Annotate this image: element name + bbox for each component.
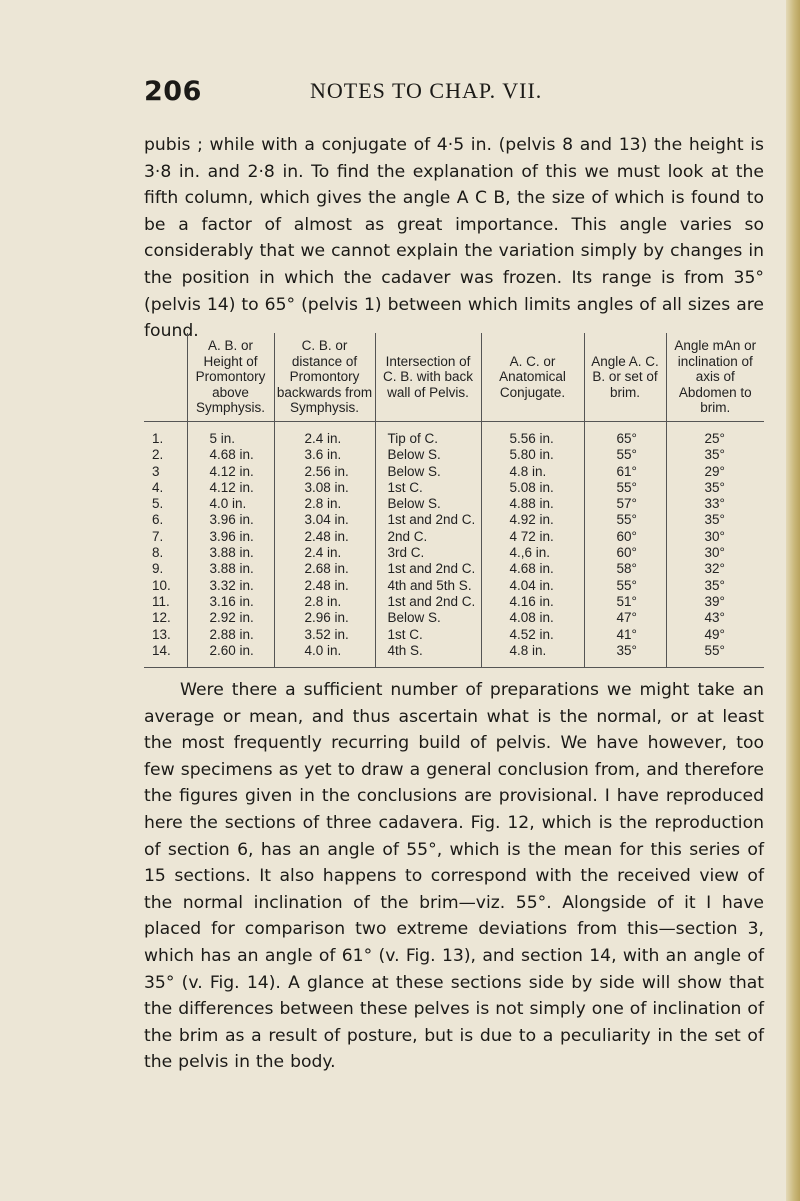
table-row xyxy=(144,529,764,545)
cb-distance-cell: 2.4 in. xyxy=(274,545,375,561)
ac-conjugate-cell: 5.80 in. xyxy=(481,447,584,463)
ac-conjugate-cell: 4.04 in. xyxy=(481,578,584,594)
ab-height-cell: 2.88 in. xyxy=(187,627,274,643)
angle-inclination-cell: 49° xyxy=(666,627,764,643)
intersection-cell: 1st C. xyxy=(375,627,481,643)
angle-inclination-cell: 25° xyxy=(666,422,764,448)
cb-distance-cell: 2.48 in. xyxy=(274,578,375,594)
ab-height-cell: 3.96 in. xyxy=(187,512,274,528)
row-number: 6. xyxy=(152,512,164,528)
ac-conjugate-cell: 4.,6 in. xyxy=(481,545,584,561)
ab-height-cell: 3.88 in. xyxy=(187,561,274,577)
cb-distance-cell: 4.0 in. xyxy=(274,643,375,668)
table-row xyxy=(144,545,764,561)
table-row xyxy=(144,512,764,528)
row-number: 9. xyxy=(152,561,164,577)
row-number: 1. xyxy=(152,431,164,446)
angle-acb-cell: 51° xyxy=(584,594,666,610)
intersection-cell: Below S. xyxy=(375,447,481,463)
header-cb-distance: C. B. or distance of Promontory backwards from Symphysis. xyxy=(274,333,375,422)
ac-conjugate-cell: 4.52 in. xyxy=(481,627,584,643)
row-number: 8. xyxy=(152,545,164,561)
row-number: 11. xyxy=(152,593,170,609)
header-angle-inclination: Angle mAn or inclination of axis of Abdomen to brim. xyxy=(666,333,764,422)
angle-inclination-cell: 55° xyxy=(666,643,764,668)
ab-height-cell: 2.60 in. xyxy=(187,643,274,668)
ab-height-cell: 4.12 in. xyxy=(187,464,274,480)
angle-inclination-cell: 29° xyxy=(666,464,764,480)
ac-conjugate-cell: 4.16 in. xyxy=(481,594,584,610)
angle-acb-cell: 55° xyxy=(584,480,666,496)
angle-inclination-cell: 30° xyxy=(666,529,764,545)
running-head: NOTES TO CHAP. VII. xyxy=(310,78,543,103)
ab-height-cell: 4.0 in. xyxy=(187,496,274,512)
angle-acb-cell: 61° xyxy=(584,464,666,480)
cb-distance-cell: 2.48 in. xyxy=(274,529,375,545)
ac-conjugate-cell: 4.92 in. xyxy=(481,512,584,528)
ac-conjugate-cell: 4.8 in. xyxy=(481,643,584,668)
angle-acb-cell: 57° xyxy=(584,496,666,512)
table-row xyxy=(144,496,764,512)
row-number: 12. xyxy=(152,610,171,626)
ab-height-cell: 4.12 in. xyxy=(187,480,274,496)
cb-distance-cell: 3.04 in. xyxy=(274,512,375,528)
angle-inclination-cell: 32° xyxy=(666,561,764,577)
table-body xyxy=(144,422,764,668)
angle-acb-cell: 55° xyxy=(584,578,666,594)
table-header-row xyxy=(144,333,764,422)
table-row xyxy=(144,561,764,577)
angle-acb-cell: 41° xyxy=(584,627,666,643)
page-edge xyxy=(786,0,800,1201)
angle-inclination-cell: 35° xyxy=(666,578,764,594)
row-number: 13. xyxy=(152,626,171,642)
table-row xyxy=(144,594,764,610)
angle-acb-cell: 58° xyxy=(584,561,666,577)
page-header xyxy=(0,72,800,112)
paragraph-1: pubis ; while with a conjugate of 4·5 in. (pelvis 8 and 13) the height is 3·8 in. and 2·8 in. To find the explanation of this we must look at the fifth column, which gives the angle A C B, the size of which is found to be a factor of almost as great importance. This angle varies so considerably that we cannot explain the variation simply by changes in the position in which the cadaver was frozen. Its range is from 35° (pelvis 14) to 65° (pelvis 1) between which limits angles of all sizes are found. xyxy=(144,135,764,342)
table-row xyxy=(144,578,764,594)
cb-distance-cell: 2.96 in. xyxy=(274,610,375,626)
intersection-cell: Tip of C. xyxy=(375,422,481,448)
row-number: 3 xyxy=(152,463,160,479)
row-number: 10. xyxy=(152,577,171,593)
ab-height-cell: 3.88 in. xyxy=(187,545,274,561)
ac-conjugate-cell: 4.68 in. xyxy=(481,561,584,577)
angle-acb-cell: 60° xyxy=(584,545,666,561)
angle-acb-cell: 65° xyxy=(584,422,666,448)
header-index xyxy=(144,333,187,422)
ab-height-cell: 2.92 in. xyxy=(187,610,274,626)
table-row xyxy=(144,464,764,480)
pelvis-measurements-table xyxy=(144,333,764,668)
table-row xyxy=(144,627,764,643)
intersection-cell: 1st and 2nd C. xyxy=(375,561,481,577)
row-number: 4. xyxy=(152,479,164,495)
cb-distance-cell: 3.08 in. xyxy=(274,480,375,496)
intersection-cell: 4th and 5th S. xyxy=(375,578,481,594)
ac-conjugate-cell: 5.56 in. xyxy=(481,422,584,448)
angle-inclination-cell: 35° xyxy=(666,512,764,528)
ab-height-cell: 3.16 in. xyxy=(187,594,274,610)
angle-acb-cell: 60° xyxy=(584,529,666,545)
ab-height-cell: 3.96 in. xyxy=(187,529,274,545)
row-number: 7. xyxy=(152,528,164,544)
angle-inclination-cell: 30° xyxy=(666,545,764,561)
cb-distance-cell: 2.56 in. xyxy=(274,464,375,480)
header-ac-conjugate: A. C. or Anatomical Conjugate. xyxy=(481,333,584,422)
intersection-cell: Below S. xyxy=(375,610,481,626)
row-number: 2. xyxy=(152,447,164,463)
ac-conjugate-cell: 4.8 in. xyxy=(481,464,584,480)
cb-distance-cell: 2.4 in. xyxy=(274,422,375,448)
table-row xyxy=(144,447,764,463)
ab-height-cell: 4.68 in. xyxy=(187,447,274,463)
intersection-cell: 1st C. xyxy=(375,480,481,496)
intersection-cell: Below S. xyxy=(375,496,481,512)
intersection-cell: 4th S. xyxy=(375,643,481,668)
cb-distance-cell: 3.6 in. xyxy=(274,447,375,463)
angle-acb-cell: 55° xyxy=(584,447,666,463)
cb-distance-cell: 2.8 in. xyxy=(274,496,375,512)
header-ab-height: A. B. or Height of Promontory above Symphysis. xyxy=(187,333,274,422)
angle-inclination-cell: 35° xyxy=(666,480,764,496)
ac-conjugate-cell: 4.08 in. xyxy=(481,610,584,626)
intersection-cell: 1st and 2nd C. xyxy=(375,594,481,610)
angle-inclination-cell: 35° xyxy=(666,447,764,463)
ab-height-cell: 3.32 in. xyxy=(187,578,274,594)
page-number: 206 xyxy=(144,76,202,107)
intersection-cell: 3rd C. xyxy=(375,545,481,561)
table-row xyxy=(144,422,764,448)
table-row xyxy=(144,610,764,626)
header-intersection: Intersection of C. B. with back wall of Pelvis. xyxy=(375,333,481,422)
angle-acb-cell: 47° xyxy=(584,610,666,626)
cb-distance-cell: 2.68 in. xyxy=(274,561,375,577)
intersection-cell: Below S. xyxy=(375,464,481,480)
row-number: 5. xyxy=(152,496,164,512)
ab-height-cell: 5 in. xyxy=(187,422,274,448)
table-row xyxy=(144,480,764,496)
cb-distance-cell: 2.8 in. xyxy=(274,594,375,610)
header-angle-acb: Angle A. C. B. or set of brim. xyxy=(584,333,666,422)
angle-inclination-cell: 33° xyxy=(666,496,764,512)
table-row xyxy=(144,643,764,668)
ac-conjugate-cell: 5.08 in. xyxy=(481,480,584,496)
angle-acb-cell: 55° xyxy=(584,512,666,528)
angle-acb-cell: 35° xyxy=(584,643,666,668)
angle-inclination-cell: 43° xyxy=(666,610,764,626)
intersection-cell: 2nd C. xyxy=(375,529,481,545)
angle-inclination-cell: 39° xyxy=(666,594,764,610)
intersection-cell: 1st and 2nd C. xyxy=(375,512,481,528)
paragraph-2: Were there a sufficient number of preparations we might take an average or mean, and thus ascertain what is the normal, or at least the most frequently recurring build of pelvis. We have however, too few specimens as yet to draw a general conclusion from, and therefore the figures given in the conclusions are provisional. I have reproduced here the sections of three cadavera. Fig. 12, which is the reproduction of section 6, has an angle of 55°, which is the mean for this series of 15 sections. It also happens to correspond with the received view of the normal inclination of the brim—viz. 55°. Alongside of it I have placed for comparison two extreme deviations from this—section 3, which has an angle of 61° (v. Fig. 13), and section 14, with an angle of 35° (v. Fig. 14). A glance at these sections side by side will show that the differences between these pelves is not simply one of inclination of the brim as a result of posture, but is due to a peculiarity in the set of the pelvis in the body. xyxy=(144,680,764,1073)
ac-conjugate-cell: 4.88 in. xyxy=(481,496,584,512)
row-number: 14. xyxy=(144,643,187,668)
cb-distance-cell: 3.52 in. xyxy=(274,627,375,643)
ac-conjugate-cell: 4 72 in. xyxy=(481,529,584,545)
